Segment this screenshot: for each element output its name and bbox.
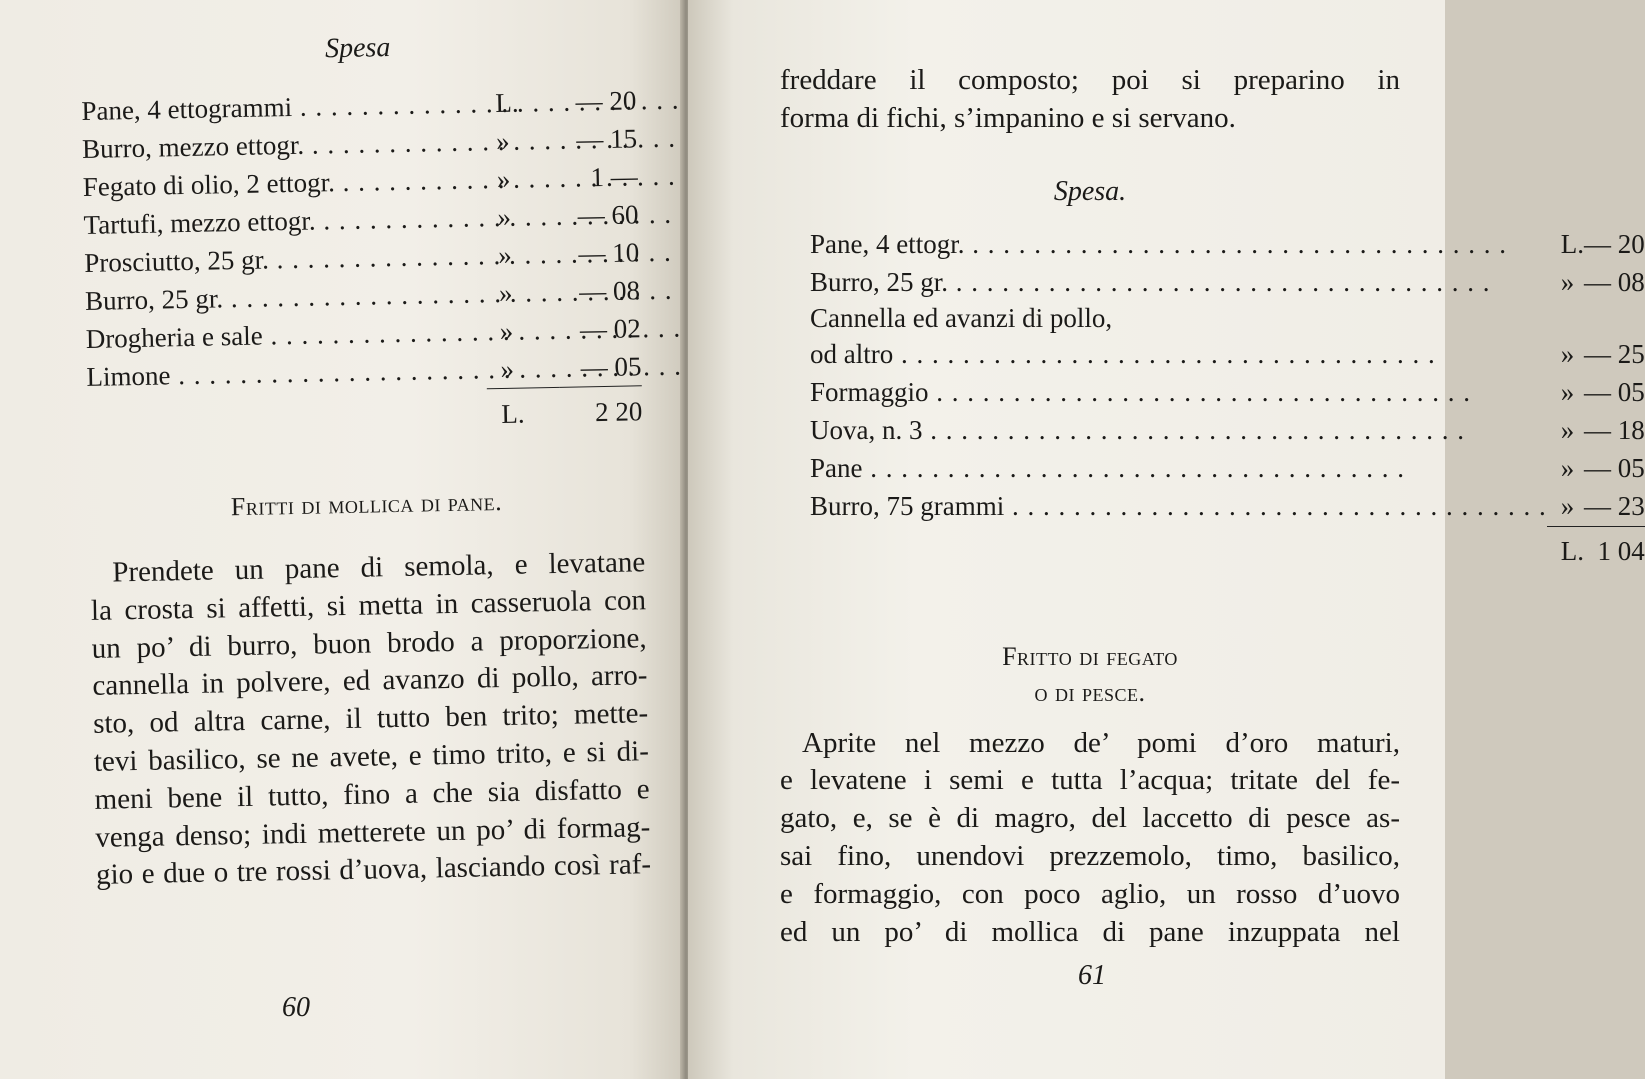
body-line: ed un po’ di mollica di pane inzuppata nel <box>780 915 1400 948</box>
recipe-title-line: o di pesce. <box>1034 677 1146 707</box>
expense-amount: — 08 <box>578 274 641 306</box>
recipe-title: Fritti di mollica di pane. <box>230 486 503 522</box>
expense-amount: — 20 <box>575 84 637 116</box>
body-line: freddare il composto; poi si preparino in <box>780 64 1400 96</box>
body-line: meni bene il tutto, fino a che sia disfatto e <box>94 772 650 816</box>
expense-currency: » <box>1560 453 1575 484</box>
expense-amount: — 15 <box>575 122 638 154</box>
left-page <box>0 0 684 1079</box>
expense-item: Drogheria e sale . . . <box>85 312 486 358</box>
expense-currency: » <box>1560 267 1575 298</box>
total-currency: L. <box>487 387 561 433</box>
expense-item: Formaggio . . . <box>810 374 1547 412</box>
expense-amount: 1 — <box>590 160 639 192</box>
left-page-content <box>80 27 651 895</box>
expense-table <box>81 81 643 441</box>
total-amount: 1 04 <box>1584 526 1645 571</box>
expense-item: Uova, n. 3 . . . <box>810 412 1547 450</box>
expense-table <box>810 226 1645 571</box>
expense-item: Limone . . . <box>86 350 487 396</box>
recipe-title-line: Fritto di fegato <box>1002 641 1178 671</box>
expense-item: Pane . . . <box>810 450 1547 488</box>
expense-row <box>810 226 1645 264</box>
right-page-content <box>780 62 1645 951</box>
expense-row <box>810 302 1645 336</box>
expense-amount: — 60 <box>577 198 639 230</box>
expense-amount: — 25 <box>1583 339 1645 370</box>
body-line: sai fino, unendovi prezzemolo, timo, basilico, <box>780 839 1400 872</box>
expense-item: Burro, 25 gr. . . . <box>85 274 486 320</box>
expense-row <box>810 412 1645 450</box>
recipe-body <box>90 544 651 895</box>
expense-currency: » <box>495 125 510 156</box>
body-line: e formaggio, con poco aglio, un rosso d’uovo <box>780 877 1400 910</box>
expense-currency: » <box>1560 339 1575 370</box>
expense-currency: » <box>497 201 512 232</box>
expense-currency: » <box>1560 377 1575 408</box>
expense-row <box>810 264 1645 302</box>
body-line: Prendete un pane di semola, e levatane <box>111 546 646 589</box>
body-line: venga denso; indi metterete un po’ di formag- <box>95 810 651 854</box>
expense-amount: — 23 <box>1583 491 1645 522</box>
expense-amount: — 05 <box>1583 453 1645 484</box>
spesa-heading: Spesa <box>324 32 391 65</box>
expense-currency: » <box>1560 415 1575 446</box>
body-line: gato, e, se è di magro, del laccetto di pesce as- <box>780 802 1400 835</box>
expense-currency: L. <box>1560 229 1584 260</box>
expense-currency: » <box>500 353 515 384</box>
expense-item: Fegato di olio, 2 ettogr. . . . <box>82 160 483 206</box>
body-line: e levatene i semi e tutta l’acqua; tritate del fe- <box>780 764 1400 797</box>
body-line: la crosta si affetti, si metta in casseruola con <box>90 584 647 627</box>
recipe-title <box>780 639 1400 711</box>
expense-item: Prosciutto, 25 gr. . . . <box>84 236 485 282</box>
expense-amount <box>1584 302 1645 336</box>
total-amount: 2 20 <box>560 386 642 432</box>
expense-item: Burro, 25 gr. . . . <box>810 264 1547 302</box>
expense-total-row <box>810 526 1645 571</box>
expense-row <box>810 336 1645 374</box>
expense-currency: » <box>498 277 513 308</box>
expense-item: Pane, 4 ettogrammi . . . <box>81 84 482 130</box>
body-line: cannella in polvere, ed avanzo di pollo, arro- <box>92 659 648 703</box>
expense-item: Burro, mezzo ettogr. . . . <box>82 122 483 168</box>
expense-total-spacer <box>87 389 488 441</box>
expense-total-row <box>87 386 643 441</box>
body-line: sto, od altra carne, il tutto ben trito; mette- <box>92 697 649 741</box>
body-line: Aprite nel mezzo de’ pomi d’oro maturi, <box>802 726 1400 759</box>
expense-currency: L. <box>495 87 519 118</box>
page-number: 60 <box>282 992 310 1023</box>
expense-amount: — 05 <box>1583 377 1645 408</box>
expense-row <box>810 450 1645 488</box>
expense-amount: — 20 <box>1583 229 1645 260</box>
expense-row <box>810 488 1645 527</box>
intro-text <box>780 62 1400 138</box>
expense-amount: — 10 <box>578 236 640 268</box>
expense-amount: — 05 <box>580 350 642 382</box>
expense-currency: » <box>497 239 513 270</box>
expense-amount: — 08 <box>1583 267 1645 298</box>
right-page <box>688 0 1645 1079</box>
spesa-heading: Spesa. <box>1053 175 1127 207</box>
page-number: 61 <box>1078 960 1106 991</box>
body-line: un po’ di burro, buon brodo a proporzione, <box>91 621 647 665</box>
body-line: gio e due o tre rossi d’uova, lasciando così raf- <box>95 848 652 892</box>
body-line: forma di fichi, s’impanino e si servano. <box>780 101 1236 134</box>
total-currency: L. <box>1547 526 1584 571</box>
expense-item: Burro, 75 grammi . . . <box>810 488 1547 527</box>
expense-item: Cannella ed avanzi di pollo, <box>810 303 1113 334</box>
expense-currency: » <box>496 163 511 194</box>
body-line: tevi basilico, se ne avete, e timo trito, e si di- <box>93 735 650 778</box>
expense-currency <box>1547 302 1584 336</box>
expense-total-spacer <box>810 526 1547 571</box>
expense-row <box>810 374 1645 412</box>
recipe-body <box>780 725 1400 952</box>
expense-currency: » <box>499 315 514 346</box>
expense-amount: — 18 <box>1583 415 1645 446</box>
expense-amount: — 02 <box>579 312 641 344</box>
expense-item: od altro . . . <box>810 336 1547 374</box>
expense-item: Tartufi, mezzo ettogr. . . . <box>83 198 484 244</box>
expense-item: Pane, 4 ettogr. . . . <box>810 226 1547 264</box>
expense-currency: » <box>1560 491 1575 522</box>
